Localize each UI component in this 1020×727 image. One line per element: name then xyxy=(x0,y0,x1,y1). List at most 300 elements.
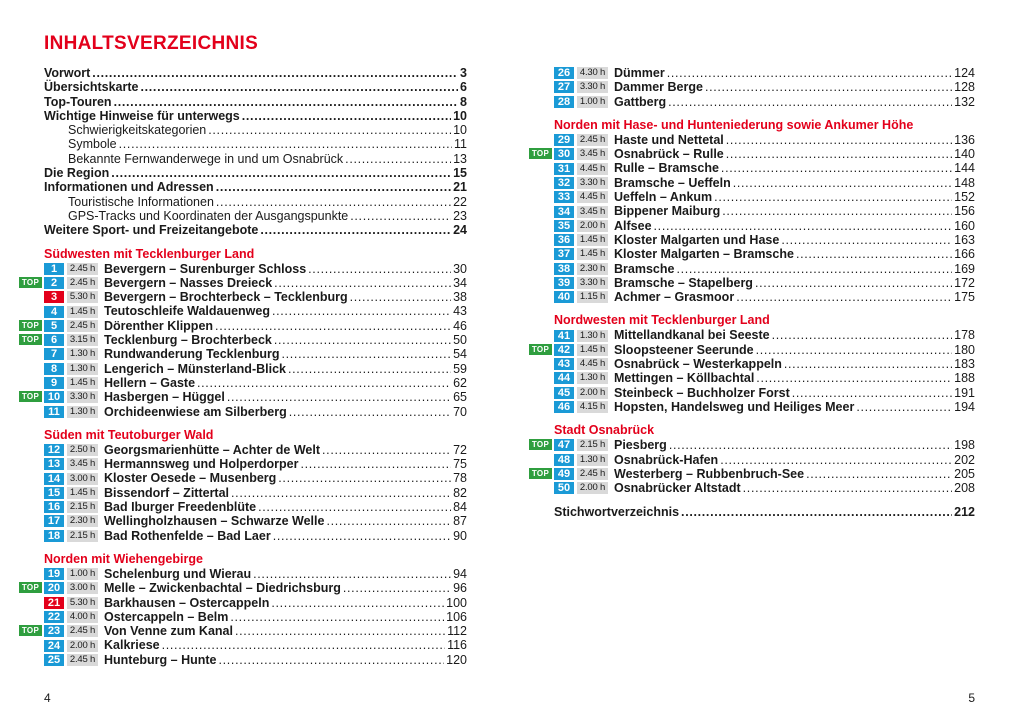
dot-leader xyxy=(231,486,451,500)
toc-entry[interactable] xyxy=(44,166,467,180)
tour-page: 96 xyxy=(453,581,467,596)
tour-entry[interactable] xyxy=(44,304,467,318)
tour-entry[interactable] xyxy=(21,275,467,290)
duration-badge: 2.30 h xyxy=(577,263,608,275)
tour-number-badge: 33 xyxy=(554,191,574,203)
duration-badge: 2.00 h xyxy=(577,220,608,232)
entry-page: 3 xyxy=(460,66,467,80)
duration-badge: 1.30 h xyxy=(577,330,608,342)
tour-page: 70 xyxy=(453,404,467,419)
toc-entry[interactable] xyxy=(44,223,467,237)
toc-entry[interactable] xyxy=(44,152,467,166)
tour-entry[interactable] xyxy=(554,66,975,80)
tour-entry[interactable] xyxy=(44,653,467,667)
dot-leader xyxy=(274,333,451,347)
tour-page: 188 xyxy=(954,371,975,386)
tour-entry[interactable] xyxy=(44,347,467,361)
tour-title: Bramsche xyxy=(614,261,675,276)
tour-page: 82 xyxy=(453,485,467,500)
dot-leader xyxy=(736,290,952,304)
tour-entry[interactable] xyxy=(554,219,975,233)
tour-page: 194 xyxy=(954,399,975,414)
tour-page: 169 xyxy=(954,261,975,276)
tour-entry[interactable] xyxy=(44,262,467,276)
tour-title: Kloster Malgarten und Hase xyxy=(614,232,780,247)
tour-page: 75 xyxy=(453,457,467,472)
tour-entry[interactable] xyxy=(21,318,467,333)
tour-title: Hasbergen – Hüggel xyxy=(104,390,225,405)
tour-page: 205 xyxy=(954,466,975,481)
duration-badge: 2.30 h xyxy=(67,515,98,527)
entry-title: Weitere Sport- und Freizeitangebote xyxy=(44,223,259,238)
entry-page: 22 xyxy=(453,194,467,209)
tour-page: 72 xyxy=(453,442,467,457)
duration-badge: 3.30 h xyxy=(577,81,608,93)
tour-number-badge: 5 xyxy=(44,320,64,332)
tour-page: 148 xyxy=(954,175,975,190)
tour-entry[interactable] xyxy=(44,405,467,419)
tour-title: Tecklenburg – Brochterbeck xyxy=(104,333,272,348)
dot-leader xyxy=(288,362,451,376)
tour-number-badge: 44 xyxy=(554,372,574,384)
tour-entry[interactable] xyxy=(554,176,975,190)
tour-entry[interactable] xyxy=(554,290,975,304)
tour-title: Rulle – Bramsche xyxy=(614,161,719,176)
entry-title: Übersichtskarte xyxy=(44,80,139,95)
entry-title: Stichwortverzeichnis xyxy=(554,505,680,520)
tour-entry[interactable] xyxy=(554,276,975,290)
tour-page: 65 xyxy=(453,390,467,405)
duration-badge: 2.45 h xyxy=(67,654,98,666)
dot-leader xyxy=(235,624,445,638)
tour-entry[interactable] xyxy=(554,386,975,400)
tour-entry[interactable] xyxy=(44,486,467,500)
spacer xyxy=(554,495,975,505)
duration-badge: 1.45 h xyxy=(577,248,608,260)
dot-leader xyxy=(343,581,451,595)
tour-number-badge: 21 xyxy=(44,597,64,609)
tour-page: 175 xyxy=(954,290,975,305)
page-number-right: 5 xyxy=(968,691,975,705)
duration-badge: 4.45 h xyxy=(577,358,608,370)
dot-leader xyxy=(271,596,444,610)
tour-number-badge: 9 xyxy=(44,377,64,389)
tour-entry[interactable] xyxy=(554,481,975,495)
tour-number-badge: 45 xyxy=(554,387,574,399)
tour-entry[interactable] xyxy=(554,328,975,342)
dot-leader xyxy=(726,133,952,147)
tour-number-badge: 37 xyxy=(554,248,574,260)
tour-page: 180 xyxy=(954,342,975,357)
dot-leader xyxy=(705,80,952,94)
tour-entry[interactable] xyxy=(554,453,975,467)
right-page xyxy=(510,0,1020,727)
dot-leader xyxy=(781,233,952,247)
tour-page: 166 xyxy=(954,247,975,262)
dot-leader xyxy=(796,247,952,261)
dot-leader xyxy=(253,567,451,581)
tour-entry[interactable] xyxy=(531,438,975,453)
duration-badge: 4.45 h xyxy=(577,163,608,175)
tour-page: 112 xyxy=(447,624,467,639)
duration-badge: 2.00 h xyxy=(67,640,98,652)
tour-entry[interactable] xyxy=(554,233,975,247)
tour-title: Dümmer xyxy=(614,66,665,80)
entry-page: 212 xyxy=(954,505,975,520)
toc-entry[interactable] xyxy=(44,195,467,209)
tour-entry[interactable] xyxy=(44,362,467,376)
section-heading: Nordwesten mit Tecklenburger Land xyxy=(554,313,770,328)
tour-entry[interactable] xyxy=(554,262,975,276)
tour-entry[interactable] xyxy=(44,610,467,624)
tour-page: 152 xyxy=(954,190,975,205)
duration-badge: 1.15 h xyxy=(577,291,608,303)
tour-title: Hellern – Gaste xyxy=(104,375,196,390)
dot-leader xyxy=(92,66,458,80)
dot-leader xyxy=(806,467,952,481)
tour-number-badge: 4 xyxy=(44,306,64,318)
dot-leader xyxy=(668,95,952,109)
tour-title: Achmer – Grasmoor xyxy=(614,290,735,305)
tour-title: Hopsten, Handelsweg und Heiliges Meer xyxy=(614,399,855,414)
tour-page: 140 xyxy=(954,147,975,162)
tour-page: 50 xyxy=(453,333,467,348)
dot-leader xyxy=(216,195,451,209)
tour-entry[interactable] xyxy=(554,204,975,218)
dot-leader xyxy=(216,180,451,194)
top-badge: TOP xyxy=(19,320,42,331)
entry-title: Top-Touren xyxy=(44,94,112,109)
dot-leader xyxy=(784,357,952,371)
dot-leader xyxy=(350,209,451,223)
dot-leader xyxy=(215,319,451,333)
tour-number-badge: 11 xyxy=(44,406,64,418)
tour-page: 198 xyxy=(954,438,975,453)
duration-badge: 2.45 h xyxy=(67,625,98,637)
duration-badge: 3.30 h xyxy=(67,391,98,403)
duration-badge: 2.45 h xyxy=(67,263,98,275)
tour-title: Bad Iburger Freedenblüte xyxy=(104,500,257,515)
tour-entry[interactable] xyxy=(44,567,467,581)
dot-leader xyxy=(208,123,451,137)
tour-page: 128 xyxy=(954,80,975,95)
section-heading: Südwesten mit Tecklenburger Land xyxy=(44,246,255,261)
top-badge: TOP xyxy=(19,582,42,593)
toc-entry[interactable] xyxy=(44,123,467,137)
index-entry[interactable] xyxy=(554,505,975,519)
tour-entry[interactable] xyxy=(554,80,975,94)
duration-badge: 2.15 h xyxy=(577,439,608,451)
dot-leader xyxy=(726,147,952,161)
dot-leader xyxy=(322,443,451,457)
tour-number-badge: 18 xyxy=(44,530,64,542)
dot-leader xyxy=(720,453,952,467)
dot-leader xyxy=(350,290,451,304)
toc-entry[interactable] xyxy=(44,209,467,223)
duration-badge: 2.50 h xyxy=(67,444,98,456)
tour-number-badge: 22 xyxy=(44,611,64,623)
tour-entry[interactable] xyxy=(44,529,467,543)
tour-number-badge: 41 xyxy=(554,330,574,342)
entry-title: Informationen und Adressen xyxy=(44,180,214,195)
duration-badge: 3.45 h xyxy=(67,458,98,470)
tour-title: Von Venne zum Kanal xyxy=(104,624,233,639)
tour-entry[interactable] xyxy=(21,581,467,596)
tour-page: 144 xyxy=(954,161,975,176)
entry-page: 8 xyxy=(460,94,467,109)
tour-entry[interactable] xyxy=(44,514,467,528)
tour-number-badge: 6 xyxy=(44,334,64,346)
toc-entry[interactable] xyxy=(44,109,467,123)
dot-leader xyxy=(272,304,451,318)
tour-title: Kloster Malgarten – Bramsche xyxy=(614,247,794,262)
duration-badge: 1.45 h xyxy=(577,344,608,356)
tour-title: Bevergern – Nasses Dreieck xyxy=(104,275,273,290)
duration-badge: 2.15 h xyxy=(67,530,98,542)
entry-title: Bekannte Fernwanderwege in und um Osnabrück xyxy=(68,151,344,166)
entry-page: 21 xyxy=(453,180,467,195)
duration-badge: 2.00 h xyxy=(577,387,608,399)
duration-badge: 1.45 h xyxy=(67,306,98,318)
tour-entry[interactable] xyxy=(554,161,975,175)
tour-entry[interactable] xyxy=(554,371,975,385)
tour-entry[interactable] xyxy=(554,190,975,204)
dot-leader xyxy=(756,343,953,357)
tour-entry[interactable] xyxy=(44,596,467,610)
dot-leader xyxy=(258,500,451,514)
tour-page: 30 xyxy=(453,261,467,276)
entry-title: Die Region xyxy=(44,166,110,181)
dot-leader xyxy=(756,371,952,385)
tour-entry[interactable] xyxy=(531,147,975,162)
tour-title: Dörenther Klippen xyxy=(104,318,214,333)
tour-page: 124 xyxy=(954,66,975,80)
duration-badge: 3.30 h xyxy=(577,177,608,189)
tour-number-badge: 20 xyxy=(44,582,64,594)
tour-entry[interactable] xyxy=(21,390,467,405)
duration-badge: 1.00 h xyxy=(577,96,608,108)
toc-entry[interactable] xyxy=(44,95,467,109)
tour-entry[interactable] xyxy=(554,133,975,147)
tour-number-badge: 16 xyxy=(44,501,64,513)
toc-entry[interactable] xyxy=(44,66,467,80)
duration-badge: 3.45 h xyxy=(577,148,608,160)
toc-entry[interactable] xyxy=(44,180,467,194)
entry-page: 13 xyxy=(453,151,467,166)
entry-page: 10 xyxy=(453,123,467,138)
dot-leader xyxy=(119,137,452,151)
dot-leader xyxy=(141,80,459,94)
top-badge: TOP xyxy=(19,277,42,288)
dot-leader xyxy=(681,505,952,519)
dot-leader xyxy=(856,400,952,414)
duration-badge: 2.00 h xyxy=(577,482,608,494)
tour-title: Dammer Berge xyxy=(614,80,703,95)
section-heading: Stadt Osnabrück xyxy=(554,423,655,438)
dot-leader xyxy=(289,405,451,419)
dot-leader xyxy=(714,190,952,204)
entry-title: Wichtige Hinweise für unterwegs xyxy=(44,108,240,123)
tour-entry[interactable] xyxy=(44,638,467,652)
dot-leader xyxy=(792,386,952,400)
dot-leader xyxy=(278,471,451,485)
tour-page: 191 xyxy=(954,385,975,400)
tour-number-badge: 28 xyxy=(554,96,574,108)
tour-title: Alfsee xyxy=(614,218,652,233)
top-badge: TOP xyxy=(529,344,552,355)
tour-number-badge: 47 xyxy=(554,439,574,451)
dot-leader xyxy=(114,95,458,109)
tour-number-badge: 8 xyxy=(44,363,64,375)
tour-number-badge: 14 xyxy=(44,473,64,485)
tour-number-badge: 32 xyxy=(554,177,574,189)
entry-page: 10 xyxy=(453,108,467,123)
dot-leader xyxy=(219,653,445,667)
dot-leader xyxy=(722,204,952,218)
tour-title: Orchideenwiese am Silberberg xyxy=(104,404,287,419)
tour-page: 136 xyxy=(954,132,975,147)
tour-page: 183 xyxy=(954,357,975,372)
entry-title: Symbole xyxy=(68,137,117,152)
dot-leader xyxy=(273,529,451,543)
tour-title: Bissendorf – Zittertal xyxy=(104,485,230,500)
tour-entry[interactable] xyxy=(44,471,467,485)
tour-title: Georgsmarienhütte – Achter de Welt xyxy=(104,442,321,457)
tour-entry[interactable] xyxy=(44,376,467,390)
duration-badge: 5.30 h xyxy=(67,597,98,609)
dot-leader xyxy=(260,223,451,237)
tour-number-badge: 25 xyxy=(44,654,64,666)
tour-page: 84 xyxy=(453,500,467,515)
dot-leader xyxy=(743,481,952,495)
tour-entry[interactable] xyxy=(554,400,975,414)
top-badge: TOP xyxy=(529,439,552,450)
section-heading: Norden mit Wiehengebirge xyxy=(44,551,203,566)
tour-number-badge: 10 xyxy=(44,391,64,403)
tour-page: 59 xyxy=(453,361,467,376)
tour-page: 132 xyxy=(954,94,975,109)
tour-page: 90 xyxy=(453,528,467,543)
page-number-left: 4 xyxy=(44,691,51,705)
duration-badge: 1.00 h xyxy=(67,568,98,580)
duration-badge: 3.00 h xyxy=(67,582,98,594)
entry-page: 11 xyxy=(454,137,467,152)
tour-entry[interactable] xyxy=(21,333,467,348)
tour-title: Osnabrück – Rulle xyxy=(614,147,724,162)
tour-number-badge: 42 xyxy=(554,344,574,356)
tour-page: 160 xyxy=(954,218,975,233)
tour-title: Steinbeck – Buchholzer Forst xyxy=(614,385,790,400)
tour-title: Kalkriese xyxy=(104,638,160,653)
tour-title: Bippener Maiburg xyxy=(614,204,721,219)
toc-left-column xyxy=(21,66,467,667)
dot-leader xyxy=(772,328,953,342)
page-title: INHALTSVERZEICHNIS xyxy=(44,33,259,54)
tour-entry[interactable] xyxy=(531,466,975,481)
tour-page: 163 xyxy=(954,232,975,247)
tour-entry[interactable] xyxy=(554,95,975,109)
entry-title: Schwierigkeitskategorien xyxy=(68,123,207,138)
tour-title: Wellingholzhausen – Schwarze Welle xyxy=(104,514,325,529)
duration-badge: 1.30 h xyxy=(67,406,98,418)
tour-title: Haste und Nettetal xyxy=(614,132,724,147)
toc-entry[interactable] xyxy=(44,80,467,94)
tour-page: 62 xyxy=(453,375,467,390)
duration-badge: 3.45 h xyxy=(577,206,608,218)
tour-number-badge: 3 xyxy=(44,291,64,303)
dot-leader xyxy=(197,376,451,390)
tour-entry[interactable] xyxy=(44,290,467,304)
tour-number-badge: 31 xyxy=(554,163,574,175)
duration-badge: 4.45 h xyxy=(577,191,608,203)
tour-entry[interactable] xyxy=(531,342,975,357)
dot-leader xyxy=(733,176,952,190)
dot-leader xyxy=(308,262,451,276)
top-badge: TOP xyxy=(19,625,42,636)
tour-entry[interactable] xyxy=(44,443,467,457)
tour-number-badge: 40 xyxy=(554,291,574,303)
duration-badge: 3.15 h xyxy=(67,334,98,346)
duration-badge: 3.00 h xyxy=(67,473,98,485)
duration-badge: 4.00 h xyxy=(67,611,98,623)
tour-page: 54 xyxy=(453,347,467,362)
tour-entry[interactable] xyxy=(44,500,467,514)
tour-number-badge: 26 xyxy=(554,67,574,79)
top-badge: TOP xyxy=(19,334,42,345)
tour-number-badge: 36 xyxy=(554,234,574,246)
tour-number-badge: 13 xyxy=(44,458,64,470)
tour-title: Bevergern – Brochterbeck – Tecklenburg xyxy=(104,290,348,305)
tour-page: 46 xyxy=(453,318,467,333)
duration-badge: 1.45 h xyxy=(67,377,98,389)
dot-leader xyxy=(227,390,451,404)
tour-page: 116 xyxy=(447,638,467,653)
tour-page: 38 xyxy=(453,290,467,305)
tour-title: Bramsche – Ueffeln xyxy=(614,175,731,190)
duration-badge: 1.45 h xyxy=(67,487,98,499)
dot-leader xyxy=(667,66,952,80)
tour-page: 202 xyxy=(954,452,975,467)
section-heading: Norden mit Hase- und Hunteniederung sowie Ankumer Höhe xyxy=(554,117,914,132)
tour-title: Gattberg xyxy=(614,94,667,109)
tour-number-badge: 24 xyxy=(44,640,64,652)
dot-leader xyxy=(345,152,451,166)
toc-entry[interactable] xyxy=(44,137,467,151)
top-badge: TOP xyxy=(19,391,42,402)
tour-entry[interactable] xyxy=(554,357,975,371)
tour-number-badge: 17 xyxy=(44,515,64,527)
entry-page: 15 xyxy=(453,166,467,181)
tour-entry[interactable] xyxy=(44,457,467,471)
entry-title: GPS-Tracks und Koordinaten der Ausgangspunkte xyxy=(68,208,349,223)
duration-badge: 1.30 h xyxy=(67,348,98,360)
tour-title: Hermannsweg und Holperdorper xyxy=(104,457,299,472)
duration-badge: 2.45 h xyxy=(67,277,98,289)
entry-page: 23 xyxy=(453,208,467,223)
tour-page: 178 xyxy=(954,328,975,343)
tour-page: 106 xyxy=(446,609,467,624)
dot-leader xyxy=(654,219,953,233)
tour-number-badge: 49 xyxy=(554,468,574,480)
tour-page: 78 xyxy=(453,471,467,486)
duration-badge: 4.15 h xyxy=(577,401,608,413)
duration-badge: 1.30 h xyxy=(577,372,608,384)
tour-title: Teutoschleife Waldauenweg xyxy=(104,304,270,319)
duration-badge: 2.45 h xyxy=(577,134,608,146)
tour-entry[interactable] xyxy=(21,624,467,639)
tour-number-badge: 48 xyxy=(554,454,574,466)
tour-entry[interactable] xyxy=(554,247,975,261)
